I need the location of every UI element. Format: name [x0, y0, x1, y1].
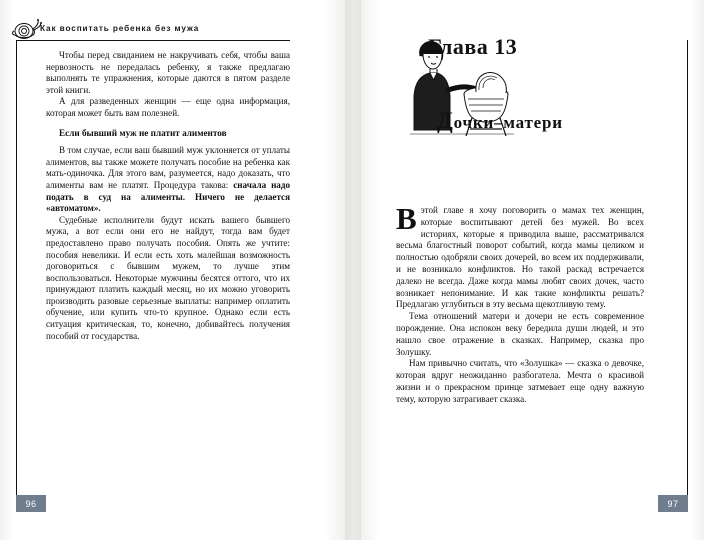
subheading: Если бывший муж не платит алиментов: [59, 127, 227, 138]
paragraph: Тема отношений матери и дочери не есть современное порождение. Она испокон веку бередила души людей, и это нашло свое отражение в сказках. Например, сказка про Золушку.: [396, 311, 644, 357]
chapter-title-dropcap: Д: [437, 108, 454, 133]
snail-icon: [12, 18, 42, 40]
paragraph: А для разведенных женщин — еще одна информация, которая может быть вам полезней.: [46, 96, 290, 118]
right-page: [352, 0, 704, 540]
chapter-title-rest: очки–матери: [453, 113, 563, 132]
vertical-rule-right: [687, 40, 688, 495]
paragraph: Нам привычно считать, что «Золушка» — сказка о девочке, которая вдруг неожиданно разбогатела. Мечта о красивой жизни и о прекрасном принце затмевает еще одну важную тему, которую затрагивает сказка.: [396, 358, 644, 404]
paragraph-text-plain: В том случае, если ваш бывший муж уклоняется от уплаты алиментов, вы также можете получать пособие на ребенка как мать-одиночка. Для этого вам, разумеется, надо доказать, что алименты вам не платят. Процедура такова:: [46, 145, 290, 190]
paragraph-mixed: [46, 145, 290, 215]
chapter-title: [437, 108, 563, 134]
running-head-left: Как воспитать ребенка без мужа: [40, 24, 200, 33]
page-number-right: 97: [658, 495, 688, 512]
right-page-body: [396, 201, 644, 406]
body-dropcap: В: [396, 201, 417, 236]
page-number-left: 96: [16, 495, 46, 512]
chapter-number: Глава 13: [428, 34, 518, 59]
header-rule-left: [16, 40, 290, 41]
paragraph-text: этой главе я хочу поговорить о мамах тех женщин, которые воспитывают детей без мужей. Во всех историях, которые я приводила выше, рассматривался весьма благостный поворот событий, когда мамы целиком и полностью одобряли своих дочерей, во всем их поддерживали, и не возникало конфликтов. Но такой раскад встречается далеко не всегда. Даже когда мамы любят своих дочек, часто возникает непонимание. И как такие конфликты решать? Предлагаю углубиться в эту весьма щекотливую тему.: [396, 205, 644, 310]
paragraph-with-dropcap: [396, 201, 644, 311]
left-page-body: [46, 50, 290, 342]
paragraph: Чтобы перед свиданием не накручивать себя, чтобы ваша нервозность не передалась ребенку, я также предлагаю выполнять те упражнения, которые даются в пятом разделе этой книги.: [46, 50, 290, 95]
book-gutter: [345, 0, 361, 540]
paragraph: Судебные исполнители будут искать вашего бывшего мужа, а вот если они его не найдут, тогда вам будет предоставлено право получать пособия. Опять же учтите: пособия невелики. И если есть хоть малейшая возможность договориться с бывшим мужем, то лучше этим воспользоваться. Некоторые мужчины бесятся оттого, что их принуждают платить каждый месяц, но их можно уговорить производить разовые серьезные выплаты: например оплатить обучение, или купить что-то крупное. Однако если есть ситуация критическая, то, конечно, добивайтесь получения пособий от государства.: [46, 214, 290, 341]
vertical-rule-left: [16, 40, 17, 495]
paragraph-text-bold: сначала надо подать в суд на алименты. Ничего не делается «автоматом».: [46, 179, 291, 214]
